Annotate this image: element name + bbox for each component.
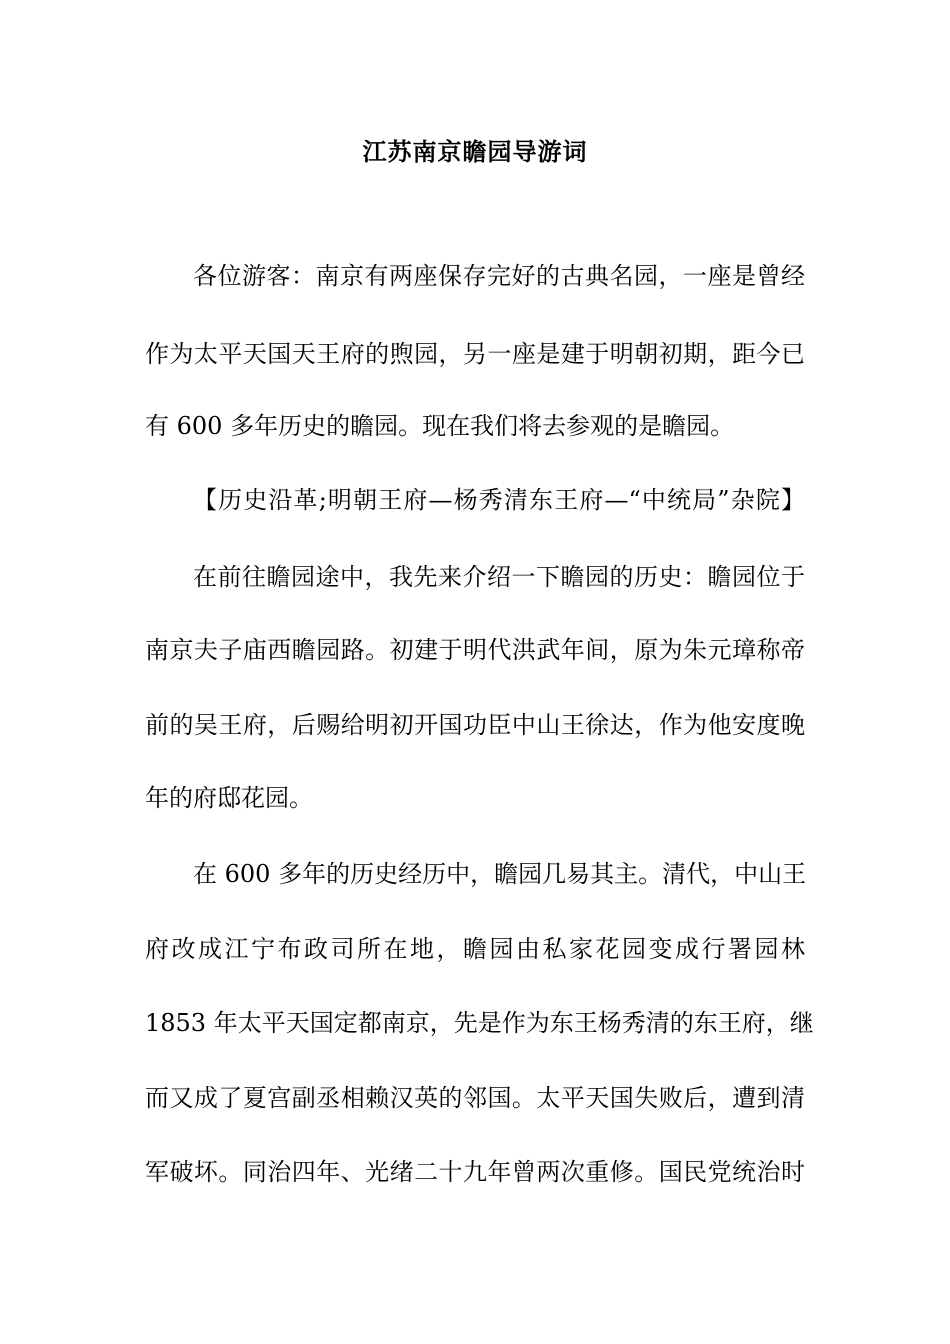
paragraph-line: 1853 年太平天国定都南京，先是作为东王杨秀清的东王府，继 [145,1009,814,1037]
document-title: 江苏南京瞻园导游词 [362,138,588,166]
paragraph-line: 在 600 多年的历史经历中，瞻园几易其主。清代，中山王 [193,860,807,888]
section-heading: 【历史沿革;明朝王府—杨秀清东王府—“中统局”杂院】 [193,486,805,514]
paragraph-line: 有 600 多年历史的瞻园。现在我们将去参观的是瞻园。 [145,412,735,440]
paragraph-line: 而又成了夏宫副丞相赖汉英的邻国。太平天国失败后，遭到清 [145,1084,805,1112]
paragraph-line: 在前往瞻园途中，我先来介绍一下瞻园的历史：瞻园位于 [193,563,805,591]
paragraph-line: 府改成江宁布政司所在地，瞻园由私家花园变成行署园林 [145,935,805,963]
paragraph-line: 军破坏。同治四年、光绪二十九年曾两次重修。国民党统治时 [145,1158,805,1186]
paragraph-line: 作为太平天国天王府的煦园，另一座是建于明朝初期，距今已 [145,340,805,368]
paragraph-line: 南京夫子庙西瞻园路。初建于明代洪武年间，原为朱元璋称帝 [145,636,805,664]
paragraph-line: 前的吴王府，后赐给明初开国功臣中山王徐达，作为他安度晚 [145,711,805,739]
paragraph-line: 年的府邸花园。 [145,784,313,812]
paragraph-line: 各位游客：南京有两座保存完好的古典名园，一座是曾经 [193,262,805,290]
